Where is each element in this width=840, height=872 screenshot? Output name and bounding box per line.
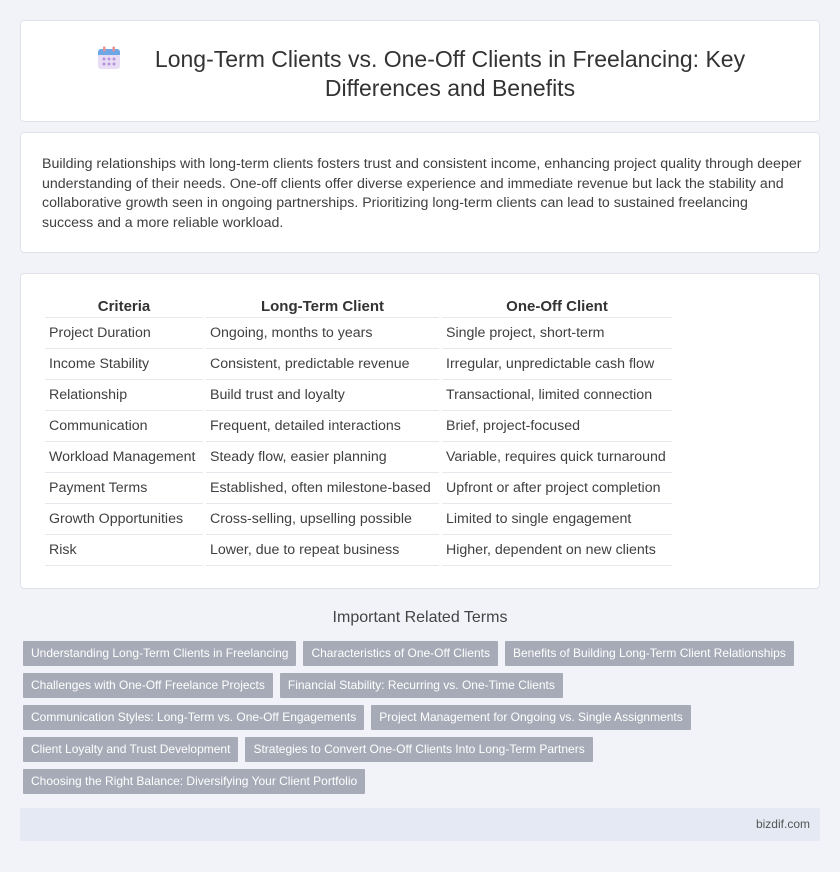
page-title: Long-Term Clients vs. One-Off Clients in Freelancing: Key Differences and Benefits	[154, 46, 746, 101]
cell-long-term: Build trust and loyalty	[206, 380, 439, 411]
related-tag[interactable]: Characteristics of One-Off Clients	[303, 641, 498, 666]
table-row	[45, 504, 672, 535]
cell-long-term: Ongoing, months to years	[206, 318, 439, 349]
table-row	[45, 380, 672, 411]
related-tag[interactable]: Financial Stability: Recurring vs. One-Time Clients	[280, 673, 563, 698]
cell-long-term: Established, often milestone-based	[206, 473, 439, 504]
intro-card	[20, 132, 820, 253]
cell-criteria: Growth Opportunities	[45, 504, 203, 535]
cell-criteria: Project Duration	[45, 318, 203, 349]
table-row	[45, 318, 672, 349]
cell-long-term: Cross-selling, upselling possible	[206, 504, 439, 535]
title-card	[20, 20, 820, 122]
cell-criteria: Payment Terms	[45, 473, 203, 504]
cell-one-off: Brief, project-focused	[442, 411, 672, 442]
cell-criteria: Workload Management	[45, 442, 203, 473]
intro-paragraph: Building relationships with long-term clients fosters trust and consistent income, enhancing project quality through deeper understanding of their needs. One-off clients offer diverse experience and immediate revenue but lack the stability and collaborative growth seen in ongoing partnerships. Prioritizing long-term clients can lead to sustained freelancing success and a more reliable workload.	[42, 156, 802, 231]
related-tag[interactable]: Challenges with One-Off Freelance Projects	[23, 673, 273, 698]
related-terms-title: Important Related Terms	[332, 609, 508, 626]
footer-site-link[interactable]: bizdif.com	[755, 817, 810, 831]
related-tag[interactable]: Project Management for Ongoing vs. Single Assignments	[371, 705, 691, 730]
cell-one-off: Variable, requires quick turnaround	[442, 442, 672, 473]
header-one-off: One-Off Client	[442, 296, 672, 318]
cell-one-off: Upfront or after project completion	[442, 473, 672, 504]
table-row	[45, 442, 672, 473]
header-criteria: Criteria	[45, 296, 203, 318]
table-header-row	[45, 296, 672, 318]
cell-one-off: Limited to single engagement	[442, 504, 672, 535]
table-row	[45, 535, 672, 566]
cell-criteria: Risk	[45, 535, 203, 566]
cell-long-term: Steady flow, easier planning	[206, 442, 439, 473]
related-tag[interactable]: Understanding Long-Term Clients in Freelancing	[23, 641, 296, 666]
header-long-term: Long-Term Client	[206, 296, 439, 318]
cell-long-term: Frequent, detailed interactions	[206, 411, 439, 442]
cell-one-off: Irregular, unpredictable cash flow	[442, 349, 672, 380]
cell-long-term: Lower, due to repeat business	[206, 535, 439, 566]
footer	[20, 808, 820, 841]
related-tag[interactable]: Client Loyalty and Trust Development	[23, 737, 238, 762]
cell-one-off: Single project, short-term	[442, 318, 672, 349]
related-tag[interactable]: Communication Styles: Long-Term vs. One-Off Engagements	[23, 705, 364, 730]
related-tag[interactable]: Choosing the Right Balance: Diversifying Your Client Portfolio	[23, 769, 365, 794]
table-row	[45, 411, 672, 442]
cell-one-off: Transactional, limited connection	[442, 380, 672, 411]
cell-criteria: Relationship	[45, 380, 203, 411]
table-row	[45, 473, 672, 504]
cell-criteria: Communication	[45, 411, 203, 442]
cell-one-off: Higher, dependent on new clients	[442, 535, 672, 566]
related-tag[interactable]: Benefits of Building Long-Term Client Relationships	[505, 641, 794, 666]
comparison-table	[42, 296, 675, 566]
related-tag[interactable]: Strategies to Convert One-Off Clients Into Long-Term Partners	[245, 737, 592, 762]
cell-criteria: Income Stability	[45, 349, 203, 380]
comparison-card	[20, 273, 820, 589]
related-terms-tags	[23, 641, 803, 794]
table-row	[45, 349, 672, 380]
cell-long-term: Consistent, predictable revenue	[206, 349, 439, 380]
